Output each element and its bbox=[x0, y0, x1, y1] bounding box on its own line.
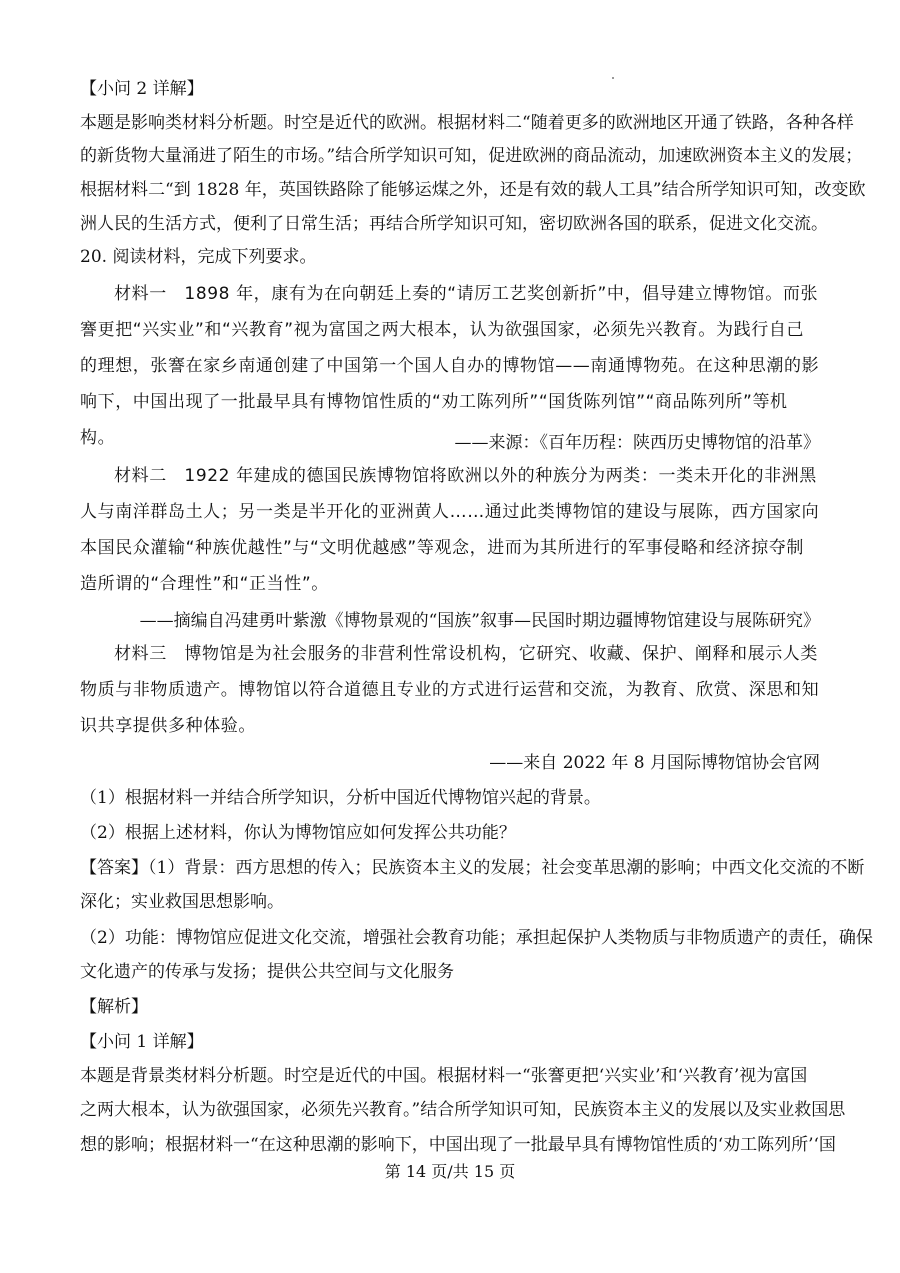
answer-line: （2）功能：博物馆应促进文化交流，增强社会教育功能；承担起保护人类物质与非物质遗产的责任，确保 bbox=[80, 928, 873, 948]
material-1-source: ——来源：《百年历程：陕西历史博物馆的沿革》 bbox=[454, 433, 820, 453]
explanation-line: 想的影响；根据材料一“在这种思潮的影响下，中国出现了一批最早具有博物馆性质的‘劝工陈列所’‘国 bbox=[80, 1135, 836, 1155]
explanation-heading: 【解析】 bbox=[80, 997, 148, 1017]
sub-question-1: （1）根据材料一并结合所学知识，分析中国近代博物馆兴起的背景。 bbox=[80, 788, 601, 808]
subquestion-2-heading: 【小问 2 详解】 bbox=[80, 79, 204, 99]
answer-line: 文化遗产的传承与发扬；提供公共空间与文化服务 bbox=[80, 962, 454, 982]
subquestion-1-heading: 【小问 1 详解】 bbox=[80, 1032, 204, 1052]
material-2: 材料二 1922 年建成的德国民族博物馆将欧洲以外的种族分为两类：一类未开化的非洲黑人与南洋群岛土人；另一类是半开化的亚洲黄人……通过此类博物馆的建设与展陈，西方国家向本国民众灌输“种族优越性”与“文明优越感”等观念，进而为其所进行的军事侵略和经济掠夺制造所谓的“合理性”和“正当性”。 bbox=[80, 466, 820, 594]
page-number-footer: 第 14 页/共 15 页 bbox=[384, 1162, 516, 1181]
material-3: 材料三 博物馆是为社会服务的非营利性常设机构，它研究、收藏、保护、阐释和展示人类物质与非物质遗产。博物馆以符合道德且专业的方式进行运营和交流，为教育、欣赏、深思和知识共享提供多种体验。 bbox=[80, 644, 820, 736]
explanation-line: 之两大根本，认为欲强国家，必须先兴教育。”结合所学知识可知，民族资本主义的发展以及实业救国思 bbox=[80, 1100, 846, 1120]
analysis-line: 根据材料二“到 1828 年，英国铁路除了能够运煤之外，还是有效的载人工具”结合所学知识可知，改变欧 bbox=[80, 180, 866, 200]
question-20-title: 20. 阅读材料，完成下列要求。 bbox=[80, 247, 317, 267]
answer-line: 【答案】（1）背景：西方思想的传入；民族资本主义的发展；社会变革思潮的影响；中西文化交流的不断 bbox=[80, 858, 865, 878]
analysis-line: 本题是影响类材料分析题。时空是近代的欧洲。根据材料二“随着更多的欧洲地区开通了铁路，各种各样 bbox=[80, 113, 854, 133]
analysis-line: 的新货物大量涌进了陌生的市场。”结合所学知识可知，促进欧洲的商品流动，加速欧洲资本主义的发展； bbox=[80, 146, 863, 166]
material-2-source: ——摘编自冯建勇叶紫激《博物景观的“国族”叙事—民国时期边疆博物馆建设与展陈研究》 bbox=[139, 611, 820, 631]
material-1: 材料一 1898 年，康有为在向朝廷上奏的“请厉工艺奖创新折”中，倡导建立博物馆。而张謇更把“兴实业”和“兴教育”视为富国之两大根本，认为欲强国家，必须先兴教育。为践行自己的理想，张謇在家乡南通创建了中国第一个国人自办的博物馆——南通博物苑。在这种思潮的影响下，中国出现了一批最早具有博物馆性质的“劝工陈列所”“国货陈列馆”“商品陈列所”等机构。 bbox=[80, 284, 820, 448]
material-3-source: ——来自 2022 年 8 月国际博物馆协会官网 bbox=[489, 753, 820, 773]
sub-question-2: （2）根据上述材料，你认为博物馆应如何发挥公共功能？ bbox=[80, 823, 516, 843]
explanation-line: 本题是背景类材料分析题。时空是近代的中国。根据材料一“张謇更把‘兴实业’和‘兴教育’视为富国 bbox=[80, 1066, 808, 1086]
analysis-line: 洲人民的生活方式，便利了日常生活；再结合所学知识可知，密切欧洲各国的联系，促进文化交流。 bbox=[80, 214, 828, 234]
answer-line: 深化；实业救国思想影响。 bbox=[80, 892, 284, 912]
